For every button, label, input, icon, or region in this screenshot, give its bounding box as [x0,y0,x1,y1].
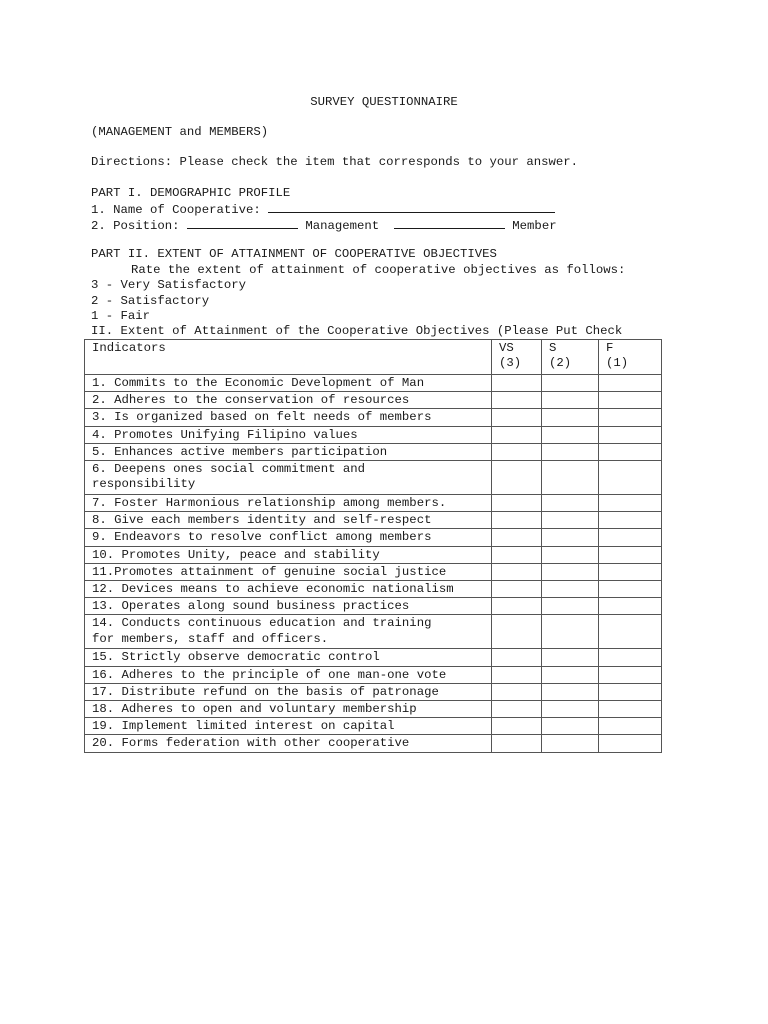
rating-cell-vs[interactable] [492,598,542,615]
rating-cell-f[interactable] [599,426,662,443]
indicator-text: 7. Foster Harmonious relationship among members. [92,496,447,511]
table-row [85,546,662,563]
rating-cell-vs[interactable] [492,563,542,580]
header-vs-label: VS [499,341,514,355]
header-s [542,340,599,375]
rating-cell-vs[interactable] [492,683,542,700]
indicator-cell [85,495,492,512]
rating-cell-vs[interactable] [492,615,542,649]
rating-cell-s[interactable] [542,666,599,683]
part1-heading: PART I. DEMOGRAPHIC PROFILE [91,186,291,200]
rating-cell-vs[interactable] [492,495,542,512]
table-row [85,512,662,529]
part2-heading: PART II. EXTENT OF ATTAINMENT OF COOPERATIVE OBJECTIVES [91,247,497,261]
indicator-text: 19. Implement limited interest on capital [92,719,395,734]
indicator-text: 2. Adheres to the conservation of resources [92,393,410,408]
indicator-text: 3. Is organized based on felt needs of members [92,410,432,425]
rating-cell-f[interactable] [599,581,662,598]
indicator-cell [85,598,492,615]
rating-cell-s[interactable] [542,409,599,426]
indicator-text: 9. Endeavors to resolve conflict among members [92,530,432,545]
rating-cell-vs[interactable] [492,649,542,666]
table-header-row [85,340,662,375]
indicator-cell [85,615,492,649]
rating-cell-f[interactable] [599,375,662,392]
indicator-text: 18. Adheres to open and voluntary membership [92,702,417,717]
indicator-text: 1. Commits to the Economic Development of Man [92,376,425,390]
rating-cell-s[interactable] [542,392,599,409]
objectives-rating-table [84,339,662,753]
rating-cell-s[interactable] [542,735,599,752]
rating-cell-s[interactable] [542,461,599,495]
rating-cell-vs[interactable] [492,409,542,426]
rating-cell-vs[interactable] [492,701,542,718]
indicator-cell [85,426,492,443]
rate-instructions: Rate the extent of attainment of cooperative objectives as follows: [131,263,626,277]
table-row [85,392,662,409]
rating-cell-f[interactable] [599,546,662,563]
position-row [91,217,557,234]
scale-item-3: 3 - Very Satisfactory [91,278,246,292]
member-option-label: Member [512,219,557,233]
rating-cell-s[interactable] [542,598,599,615]
rating-cell-s[interactable] [542,375,599,392]
indicator-cell [85,649,492,666]
indicator-text: 8. Give each members identity and self-respect [92,513,432,528]
rating-cell-vs[interactable] [492,375,542,392]
rating-cell-s[interactable] [542,495,599,512]
page-title: SURVEY QUESTIONNAIRE [310,95,458,109]
table-row [85,375,662,392]
management-option-label: Management [305,219,380,233]
indicator-text-continued: responsibility [92,477,196,492]
rating-cell-s[interactable] [542,546,599,563]
indicator-text: 15. Strictly observe democratic control [92,650,380,665]
rating-cell-s[interactable] [542,563,599,580]
rating-cell-s[interactable] [542,443,599,460]
member-blank[interactable] [394,217,505,229]
table-row [85,649,662,666]
indicator-cell [85,735,492,752]
indicator-text: 16. Adheres to the principle of one man-one vote [92,667,447,682]
rating-cell-f[interactable] [599,461,662,495]
rating-cell-s[interactable] [542,615,599,649]
table-row [85,461,662,495]
indicator-text: 11.Promotes attainment of genuine social justice [92,564,447,579]
management-blank[interactable] [187,217,298,229]
rating-cell-f[interactable] [599,512,662,529]
indicator-text: 20. Forms federation with other cooperative [92,736,410,751]
indicator-cell [85,718,492,735]
table-row [85,598,662,615]
indicator-cell [85,461,492,495]
rating-cell-s[interactable] [542,426,599,443]
indicator-cell [85,512,492,529]
indicator-cell [85,546,492,563]
rating-cell-s[interactable] [542,683,599,700]
indicator-cell [85,666,492,683]
indicator-text: 12. Devices means to achieve economic nationalism [92,582,454,597]
rating-cell-s[interactable] [542,512,599,529]
rating-cell-f[interactable] [599,735,662,752]
table-row [85,615,662,649]
table-row [85,409,662,426]
rating-cell-f[interactable] [599,443,662,460]
rating-cell-s[interactable] [542,649,599,666]
rating-cell-vs[interactable] [492,426,542,443]
indicator-cell [85,529,492,546]
indicator-text: 6. Deepens ones social commitment and [92,462,366,477]
rating-cell-vs[interactable] [492,666,542,683]
rating-cell-f[interactable] [599,615,662,649]
header-f [599,340,662,375]
rating-cell-f[interactable] [599,563,662,580]
indicator-text: 17. Distribute refund on the basis of patronage [92,684,439,699]
rating-cell-f[interactable] [599,649,662,666]
rating-cell-f[interactable] [599,495,662,512]
indicator-text: 14. Conducts continuous education and training [92,616,432,631]
indicator-cell [85,375,492,392]
header-vs-value: (3) [499,356,522,371]
scale-item-2: 2 - Satisfactory [91,294,210,308]
rating-cell-vs[interactable] [492,529,542,546]
rating-cell-s[interactable] [542,718,599,735]
directions-text: Directions: Please check the item that corresponds to your answer. [91,155,579,169]
indicator-cell [85,392,492,409]
header-vs [492,340,542,375]
header-s-value: (2) [549,356,572,371]
indicator-cell [85,563,492,580]
indicator-text: 4. Promotes Unifying Filipino values [92,427,358,442]
rating-cell-vs[interactable] [492,546,542,563]
rating-cell-f[interactable] [599,409,662,426]
rating-cell-vs[interactable] [492,461,542,495]
indicator-cell [85,701,492,718]
rating-cell-f[interactable] [599,598,662,615]
indicator-cell [85,409,492,426]
table-row [85,718,662,735]
indicator-text: 5. Enhances active members participation [92,444,388,459]
table-caption: II. Extent of Attainment of the Cooperative Objectives (Please Put Check [91,324,623,338]
table-row [85,735,662,752]
rating-cell-vs[interactable] [492,392,542,409]
header-s-label: S [549,341,557,355]
table-row [85,443,662,460]
rating-cell-vs[interactable] [492,512,542,529]
rating-cell-f[interactable] [599,529,662,546]
rating-cell-f[interactable] [599,701,662,718]
header-f-value: (1) [606,356,629,371]
position-label: 2. Position: [91,219,180,233]
scale-item-1: 1 - Fair [91,309,151,323]
table-row [85,529,662,546]
table-row [85,683,662,700]
table-row [85,701,662,718]
rating-cell-s[interactable] [542,581,599,598]
rating-cell-f[interactable] [599,718,662,735]
table-row [85,426,662,443]
header-indicators: Indicators [85,340,492,375]
cooperative-name-row [91,201,555,218]
rating-cell-f[interactable] [599,392,662,409]
table-row [85,563,662,580]
header-f-label: F [606,341,614,355]
rating-cell-vs[interactable] [492,718,542,735]
indicator-cell [85,683,492,700]
indicator-text: 13. Operates along sound business practices [92,599,410,614]
rating-cell-vs[interactable] [492,735,542,752]
cooperative-name-label: 1. Name of Cooperative: [91,203,261,217]
indicator-text-continued: for members, staff and officers. [92,631,329,646]
cooperative-name-blank[interactable] [268,201,555,213]
rating-cell-vs[interactable] [492,581,542,598]
table-row [85,666,662,683]
table-row [85,581,662,598]
rating-cell-s[interactable] [542,701,599,718]
rating-cell-f[interactable] [599,683,662,700]
rating-cell-vs[interactable] [492,443,542,460]
rating-cell-s[interactable] [542,529,599,546]
indicator-text: 10. Promotes Unity, peace and stability [92,547,380,562]
page-subtitle: (MANAGEMENT and MEMBERS) [91,125,269,139]
table-row [85,495,662,512]
rating-table-body [85,340,662,753]
indicator-cell [85,581,492,598]
rating-cell-f[interactable] [599,666,662,683]
indicator-cell [85,443,492,460]
